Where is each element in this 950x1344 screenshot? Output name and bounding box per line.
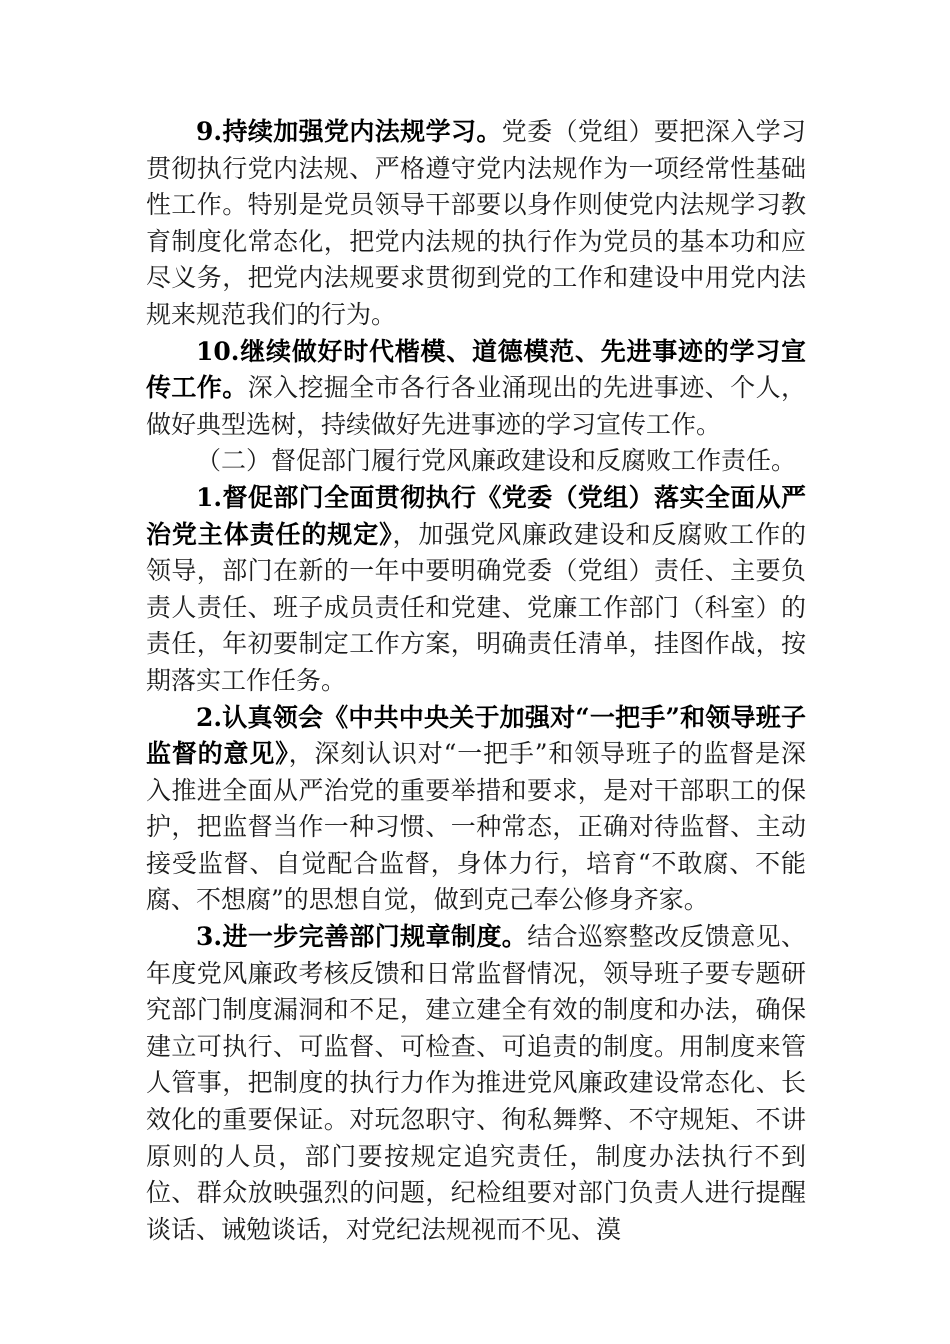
paragraph-heading: 3.进一步完善部门规章制度。 bbox=[196, 922, 528, 952]
paragraph-body: 深入挖掘全市各行各业涌现出的先进事迹、个人，做好典型选树，持续做好先进事迹的学习宣传工作。 bbox=[146, 373, 806, 439]
paragraph-body: ，加强党风廉政建设和反腐败工作的领导，部门在新的一年中要明确党委（党组）责任、主要负责人责任、班子成员责任和党建、党廉工作部门（科室）的责任，年初要制定工作方案，明确责任清单，挂图作战，按期落实工作任务。 bbox=[146, 519, 806, 695]
paragraph-body: 结合巡察整改反馈意见、年度党风廉政考核反馈和日常监督情况，领导班子要专题研究部门制度漏洞和不足，建立建全有效的制度和办法，确保建立可执行、可监督、可检查、可追责的制度。用制度来管人管事，把制度的执行力作为推进党风廉政建设常态化、长效化的重要保证。对玩忽职守、徇私舞弊、不守规矩、不讲原则的人员，部门要按规定追究责任，制度办法执行不到位、群众放映强烈的问题，纪检组要对部门负责人进行提醒谈话、诫勉谈话，对党纪法规视而不见、漠 bbox=[146, 922, 806, 1244]
paragraph-10 bbox=[146, 334, 806, 444]
paragraph-9 bbox=[146, 114, 806, 334]
paragraph-1 bbox=[146, 480, 806, 700]
paragraph-2 bbox=[146, 700, 806, 920]
document-page bbox=[146, 114, 806, 1248]
paragraph-heading: 10.继续做好时代楷模、道德模范、先进事迹的学习宣传工作。 bbox=[146, 336, 806, 403]
paragraph-body: ，深刻认识对“一把手”和领导班子的监督是深入推进全面从严治党的重要举措和要求，是对干部职工的保护，把监督当作一种习惯、一种常态，正确对待监督、主动接受监督、自觉配合监督，身体力行，培育“不敢腐、不能腐、不想腐”的思想自觉，做到克己奉公修身齐家。 bbox=[146, 739, 806, 915]
section-heading: （二）督促部门履行党风廉政建设和反腐败工作责任。 bbox=[196, 446, 797, 476]
paragraph-heading: 2.认真领会《中共中央关于加强对“一把手”和领导班子监督的意见》 bbox=[146, 702, 806, 769]
paragraph-heading: 9.持续加强党内法规学习。 bbox=[196, 117, 502, 146]
paragraph-body: 党委（党组）要把深入学习贯彻执行党内法规、严格遵守党内法规作为一项经常性基础性工作。特别是党员领导干部要以身作则使党内法规学习教育制度化常态化，把党内法规的执行作为党员的基本功和应尽义务，把党内法规要求贯彻到党的工作和建设中用党内法规来规范我们的行为。 bbox=[146, 117, 806, 329]
paragraph-heading: 1.督促部门全面贯彻执行《党委（党组）落实全面从严治党主体责任的规定》 bbox=[146, 482, 806, 549]
paragraph-3 bbox=[146, 919, 806, 1248]
